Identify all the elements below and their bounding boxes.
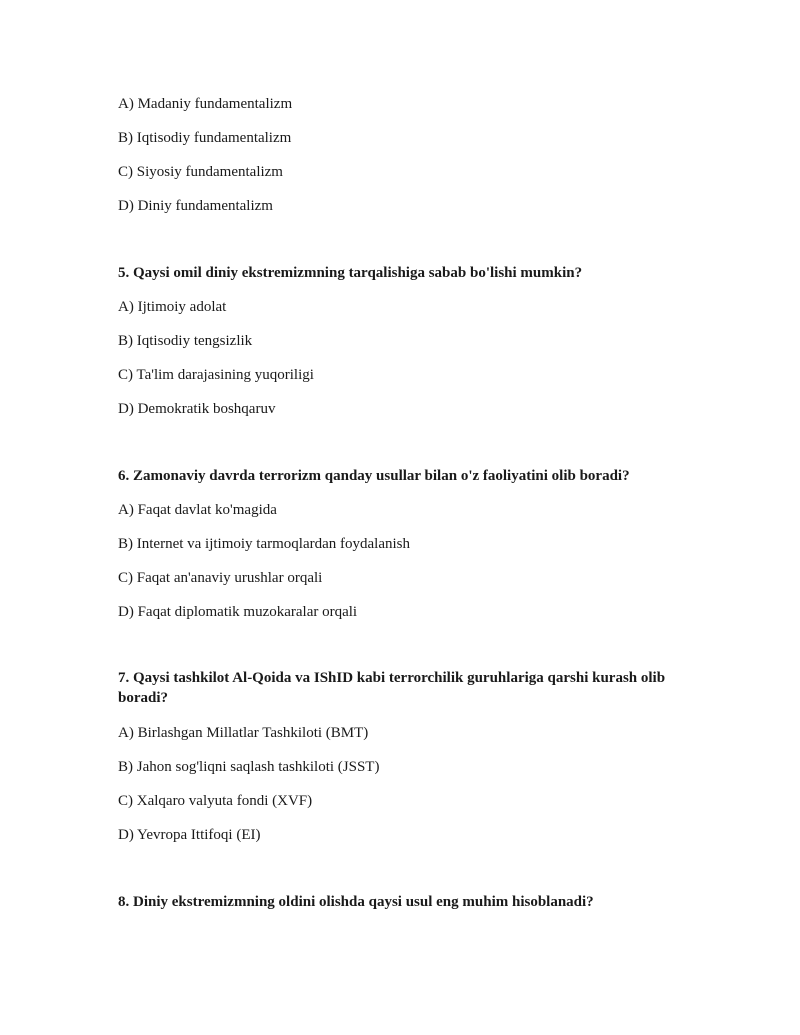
option-d: D) Diniy fundamentalizm bbox=[118, 198, 273, 214]
option-b: B) Iqtisodiy fundamentalizm bbox=[118, 130, 292, 146]
q7-option-b: B) Jahon sog'liqni saqlash tashkiloti (JSST) bbox=[118, 759, 380, 775]
q7-option-a: A) Birlashgan Millatlar Tashkiloti (BMT) bbox=[118, 725, 369, 741]
option-c: C) Siyosiy fundamentalizm bbox=[118, 164, 283, 180]
q6-option-c: C) Faqat an'anaviy urushlar orqali bbox=[118, 570, 323, 586]
question-5: 5. Qaysi omil diniy ekstremizmning tarqalishiga sabab bo'lishi mumkin? bbox=[118, 265, 583, 281]
q5-option-c: C) Ta'lim darajasining yuqoriligi bbox=[118, 367, 314, 383]
q7-option-d: D) Yevropa Ittifoqi (EI) bbox=[118, 827, 261, 843]
q5-option-a: A) Ijtimoiy adolat bbox=[118, 299, 227, 315]
q6-option-d: D) Faqat diplomatik muzokaralar orqali bbox=[118, 604, 358, 620]
q6-option-b: B) Internet va ijtimoiy tarmoqlardan foydalanish bbox=[118, 536, 411, 552]
q5-option-b: B) Iqtisodiy tengsizlik bbox=[118, 333, 253, 349]
option-a: A) Madaniy fundamentalizm bbox=[118, 96, 293, 112]
question-8: 8. Diniy ekstremizmning oldini olishda qaysi usul eng muhim hisoblanadi? bbox=[118, 894, 594, 910]
q7-option-c: C) Xalqaro valyuta fondi (XVF) bbox=[118, 793, 313, 809]
q6-option-a: A) Faqat davlat ko'magida bbox=[118, 502, 277, 518]
question-6: 6. Zamonaviy davrda terrorizm qanday usullar bilan o'z faoliyatini olib boradi? bbox=[118, 468, 630, 484]
q5-option-d: D) Demokratik boshqaruv bbox=[118, 401, 276, 417]
question-7: 7. Qaysi tashkilot Al-Qoida va IShID kabi terrorchilik guruhlariga qarshi kurash olib boradi? bbox=[118, 670, 666, 706]
